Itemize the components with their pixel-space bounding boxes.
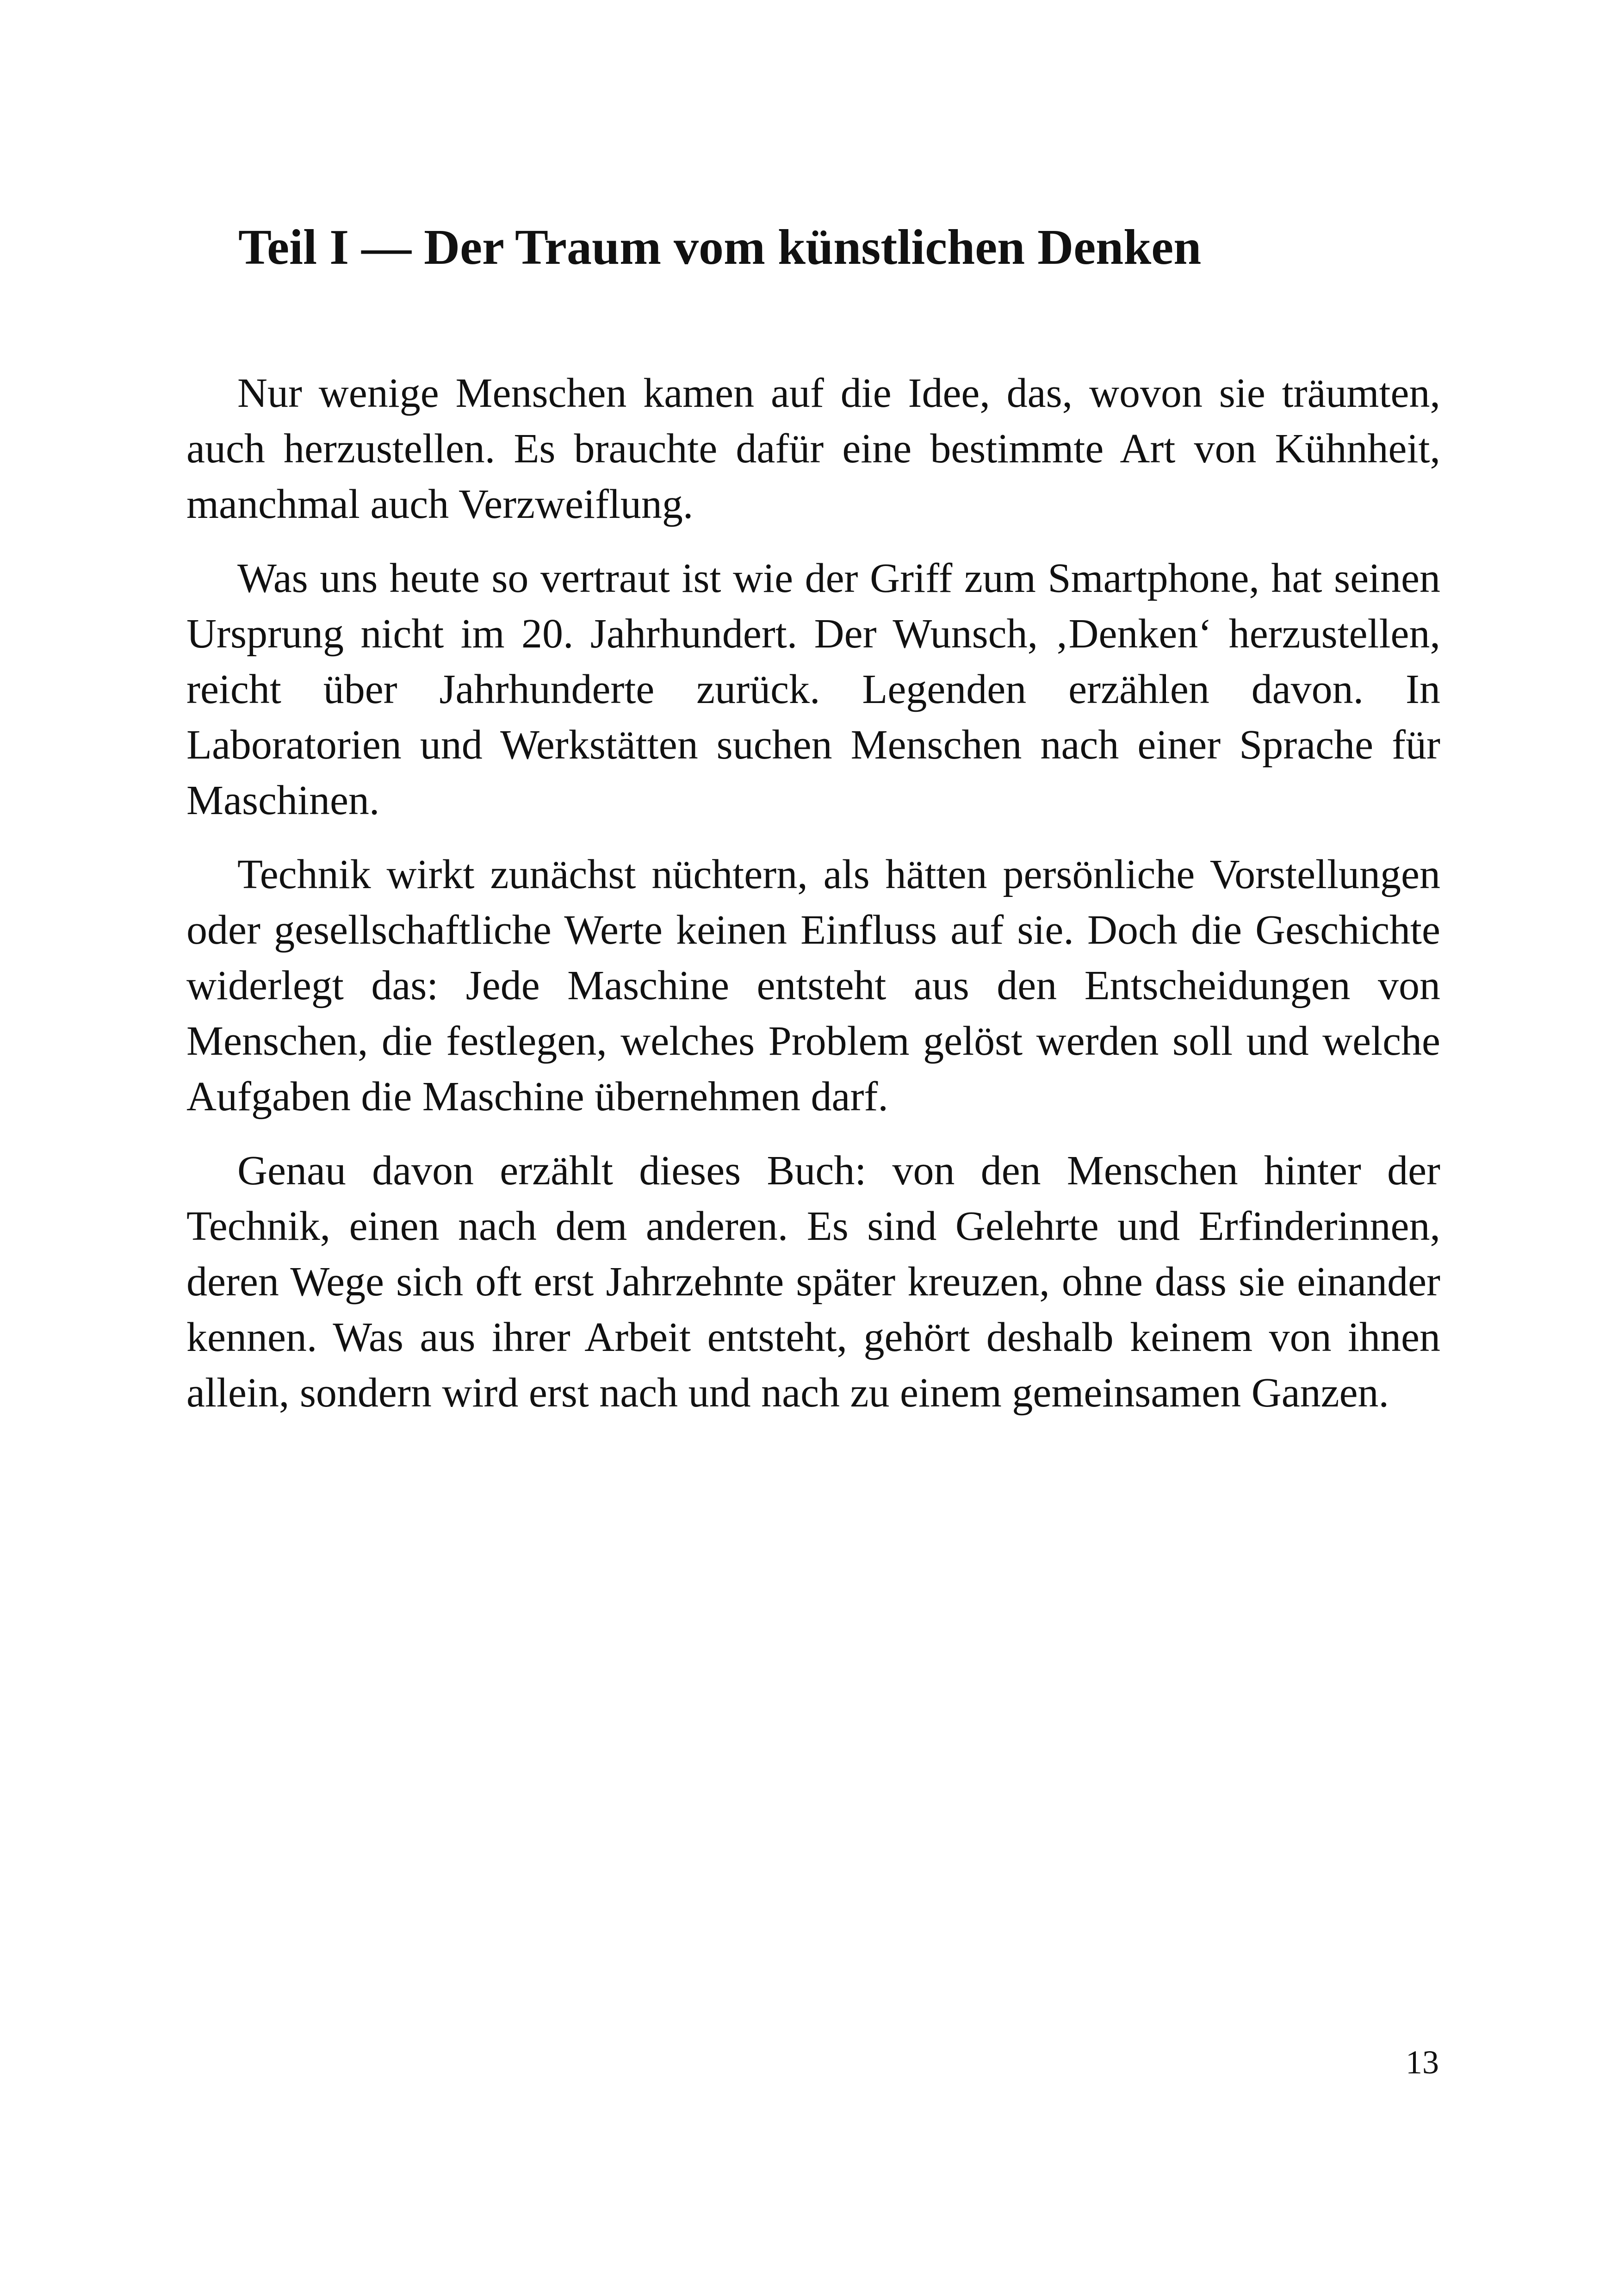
body-text — [186, 366, 1440, 1439]
chapter-heading: Teil I — Der Traum vom künstlichen Denken — [238, 220, 1202, 275]
paragraph-4: Genau davon erzählt dieses Buch: von den Menschen hinter der Technik, einen nach dem anderen. Es sind Gelehrte und Erfinderinnen, deren Wege sich oft erst Jahrzehnte später kreuzen, ohne dass sie einander kennen. Was aus ihrer Arbeit entsteht, gehört deshalb keinem von ihnen allein, sondern wird erst nach und nach zu einem gemeinsamen Ganzen. — [186, 1148, 1440, 1416]
paragraph-3: Technik wirkt zunächst nüchtern, als hätten persönliche Vorstellungen oder gesellschaftliche Werte keinen Einfluss auf sie. Doch die Geschichte widerlegt das: Jede Maschine entsteht aus den Entscheidungen von Menschen, die festlegen, welches Problem gelöst werden soll und welche Aufgaben die Maschine übernehmen darf. — [186, 852, 1440, 1120]
paragraph-1: Nur wenige Menschen kamen auf die Idee, das, wovon sie träumten, auch herzustellen. Es brauchte dafür eine bestimmte Art von Kühnheit, manchmal auch Verzweiflung. — [186, 370, 1440, 527]
paragraph-2: Was uns heute so vertraut ist wie der Griff zum Smartphone, hat seinen Ursprung nicht im 20. Jahrhundert. Der Wunsch, ‚Denken‘ herzustellen, reicht über Jahrhunderte zurück. Legenden erzählen davon. In Laboratorien und Werkstätten suchen Menschen nach einer Sprache für Maschinen. — [186, 555, 1440, 823]
page-number: 13 — [1406, 2044, 1439, 2081]
